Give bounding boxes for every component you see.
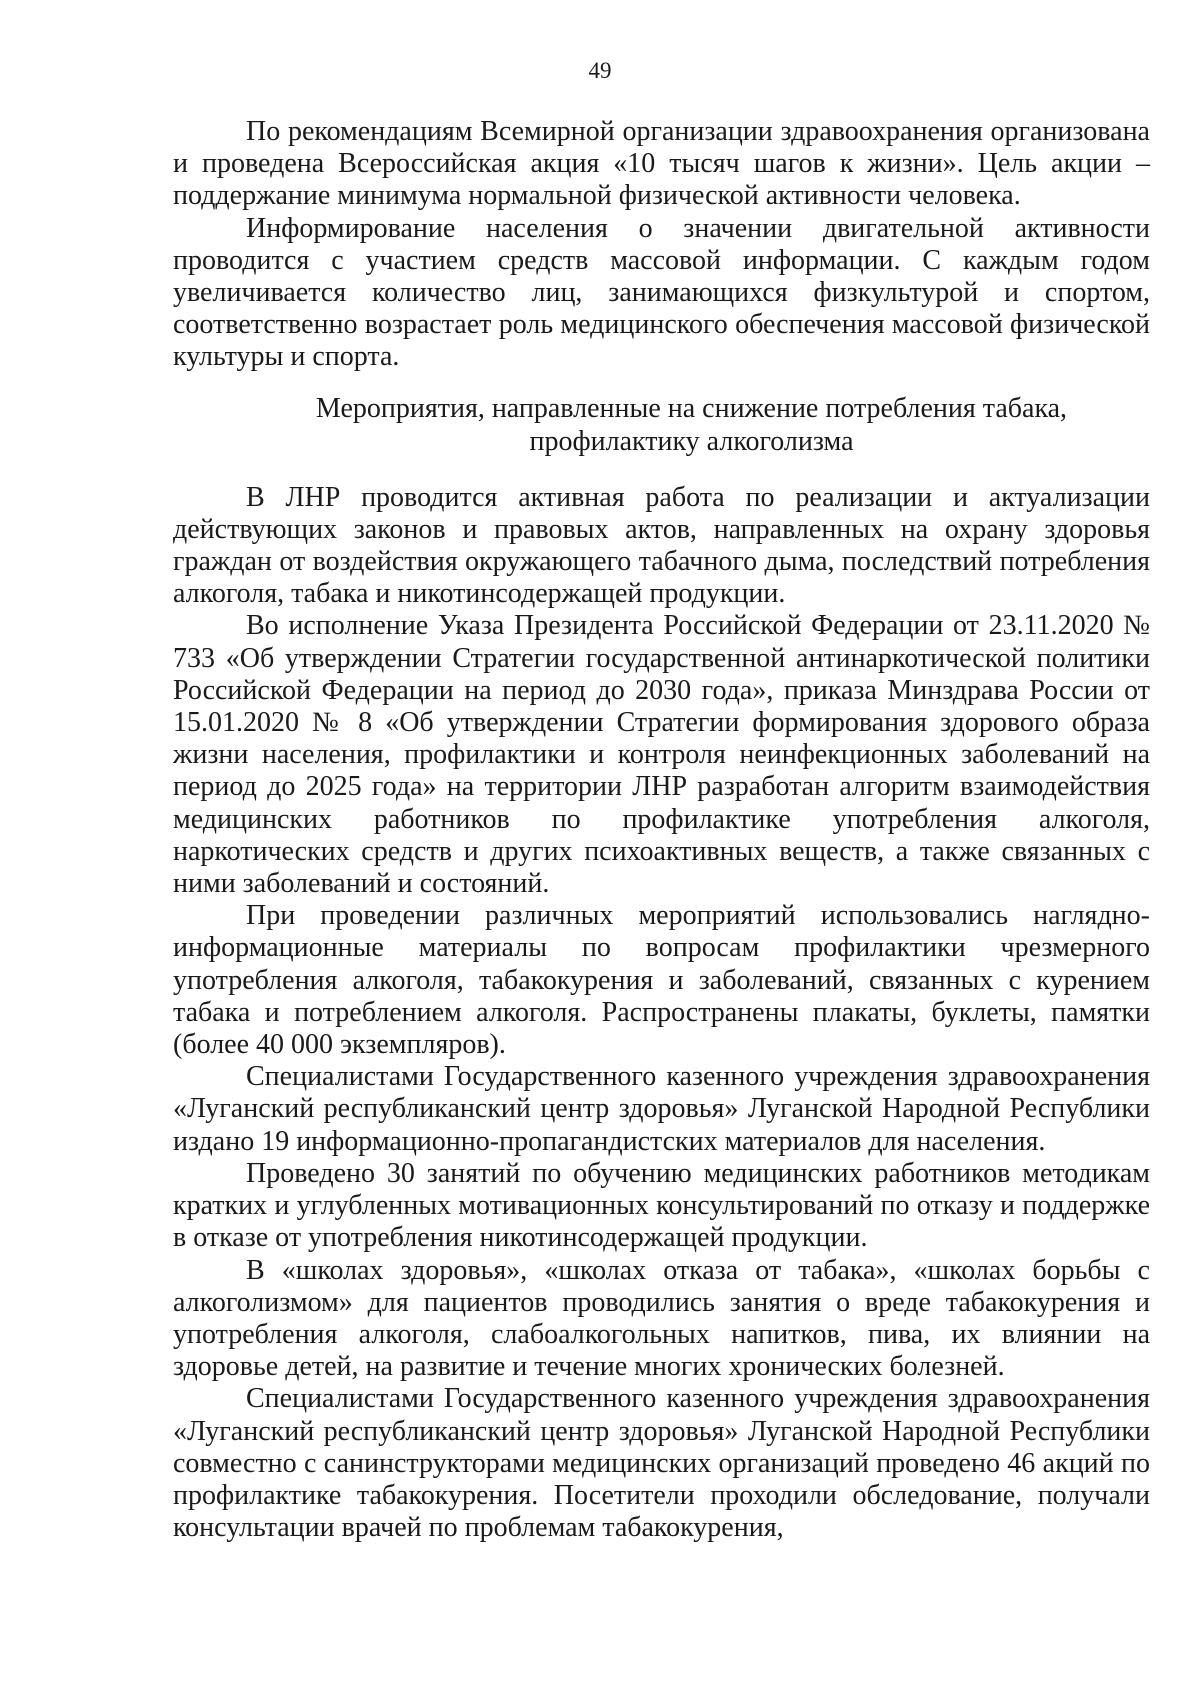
paragraph: По рекомендациям Всемирной организации здравоохранения организована и проведена Всероссийская акция «10 тысяч шагов к жизни». Цель акции – поддержание минимума нормальной физической активности человека. <box>173 116 1150 212</box>
paragraph: Информирование населения о значении двигательной активности проводится с участием средств массовой информации. С каждым годом увеличивается количество лиц, занимающихся физкультурой и спортом, соответственно возрастает роль медицинского обеспечения массовой физической культуры и спорта. <box>173 212 1150 373</box>
paragraph: Проведено 30 занятий по обучению медицинских работников методикам кратких и углубленных мотивационных консультирований по отказу и поддержке в отказе от употребления никотинсодержащей продукции. <box>173 1157 1150 1254</box>
section-heading-line: Мероприятия, направленные на снижение потребления табака, <box>315 392 1068 424</box>
paragraph: Специалистами Государственного казенного учреждения здравоохранения «Луганский республиканский центр здоровья» Луганской Народной Республики совместно с санинструкторами медицинских организаций проведено 46 акций по профилактике табакокурения. Посетители проходили обследование, получали консультации врачей по проблемам табакокурения, <box>173 1383 1150 1544</box>
page-content <box>173 116 1150 1544</box>
paragraph: Во исполнение Указа Президента Российской Федерации от 23.11.2020 № 733 «Об утверждении Стратегии государственной антинаркотической политики Российской Федерации на период до 2030 года», приказа Минздрава России от 15.01.2020 № 8 «Об утверждении Стратегии формирования здорового образа жизни населения, профилактики и контроля неинфекционных заболеваний на период до 2025 года» на территории ЛНР разработан алгоритм взаимодействия медицинских работников по профилактике употребления алкоголя, наркотических средств и других психоактивных веществ, а также связанных с ними заболеваний и состояний. <box>173 610 1150 900</box>
page-number: 49 <box>588 58 612 83</box>
paragraph: В «школах здоровья», «школах отказа от табака», «школах борьбы с алкоголизмом» для пациентов проводились занятия о вреде табакокурения и употребления алкоголя, слабоалкогольных напитков, пива, их влиянии на здоровье детей, на развитие и течение многих хронических болезней. <box>173 1254 1150 1383</box>
section-heading-line: профилактику алкоголизма <box>529 425 854 457</box>
paragraph: В ЛНР проводится активная работа по реализации и актуализации действующих законов и правовых актов, направленных на охрану здоровья граждан от воздействия окружающего табачного дыма, последствий потребления алкоголя, табака и никотинсодержащей продукции. <box>173 481 1150 610</box>
paragraph: Специалистами Государственного казенного учреждения здравоохранения «Луганский республиканский центр здоровья» Луганской Народной Республики издано 19 информационно-пропагандистских материалов для населения. <box>173 1061 1150 1157</box>
paragraph: При проведении различных мероприятий использовались наглядно-информационные материалы по вопросам профилактики чрезмерного употребления алкоголя, табакокурения и заболеваний, связанных с курением табака и потреблением алкоголя. Распространены плакаты, буклеты, памятки (более 40 000 экземпляров). <box>173 900 1150 1061</box>
section-heading <box>173 392 1150 458</box>
